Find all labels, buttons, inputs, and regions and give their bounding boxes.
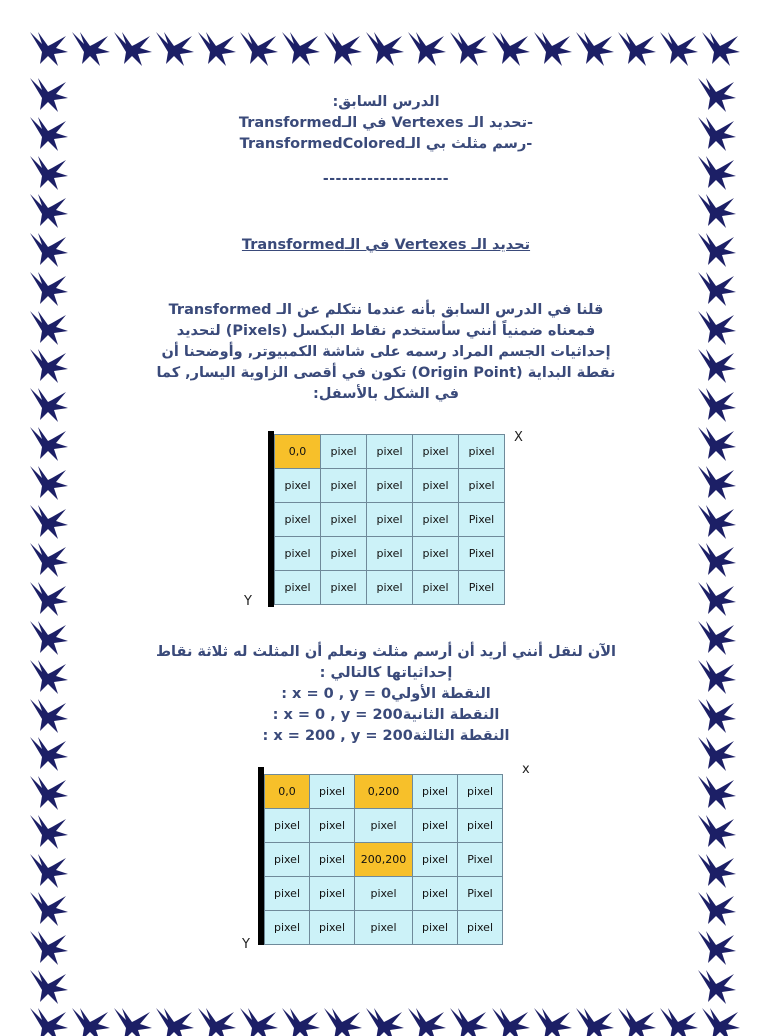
swallow-bird-icon (696, 386, 738, 424)
swallow-bird-icon (406, 1006, 448, 1036)
swallow-bird-icon (238, 30, 280, 68)
swallow-bird-icon (28, 735, 70, 773)
grid-row (265, 911, 503, 945)
y-axis-label: Y (242, 937, 250, 952)
swallow-bird-icon (28, 503, 70, 541)
grid-cell: pixel (459, 435, 505, 469)
swallow-bird-icon (70, 1006, 112, 1036)
grid-cell: Pixel (459, 571, 505, 605)
paragraph-line: نقطة البداية (Origin Point) تكون في أقصى الزاوية اليسار, كما (156, 365, 616, 381)
grid-cell-origin: 0,200 (355, 775, 413, 809)
swallow-bird-icon (696, 619, 738, 657)
swallow-bird-icon (28, 231, 70, 269)
swallow-bird-icon (658, 30, 700, 68)
swallow-bird-icon (696, 347, 738, 385)
paragraph-line: قلنا في الدرس السابق بأنه عندما نتكلم عن الـ Transformed (168, 302, 604, 318)
swallow-bird-icon (28, 929, 70, 967)
document-body (90, 92, 682, 405)
paragraph-line: الآن لنقل أنني أريد أن أرسم مثلث ونعلم أن المثلث له ثلاثة نقاط (156, 644, 616, 660)
grid-cell: pixel (458, 809, 503, 843)
pixel-grid-2 (264, 774, 503, 945)
swallow-bird-icon (28, 30, 70, 68)
swallow-bird-icon (616, 1006, 658, 1036)
swallow-bird-icon (322, 30, 364, 68)
swallow-bird-icon (696, 309, 738, 347)
grid-cell: pixel (275, 469, 321, 503)
swallow-bird-icon (154, 30, 196, 68)
swallow-bird-icon (28, 658, 70, 696)
grid-cell: pixel (413, 809, 458, 843)
swallow-bird-icon (574, 30, 616, 68)
grid-cell: pixel (367, 571, 413, 605)
previous-lesson-heading: الدرس السابق: (332, 94, 440, 110)
swallow-bird-icon (696, 270, 738, 308)
grid-cell: pixel (413, 571, 459, 605)
grid-cell: pixel (459, 469, 505, 503)
swallow-bird-icon (112, 1006, 154, 1036)
swallow-bird-icon (696, 192, 738, 230)
swallow-bird-icon (28, 386, 70, 424)
paragraph-line: إحداثيات الجسم المراد رسمه على شاشة الكمبيوتر, وأوضحنا أن (161, 344, 611, 360)
swallow-bird-icon (28, 1006, 70, 1036)
swallow-bird-icon (28, 347, 70, 385)
point-2: : x = 0 , y = 200النقطة الثانية (272, 707, 500, 723)
swallow-bird-icon (154, 1006, 196, 1036)
swallow-bird-icon (700, 30, 740, 68)
grid-cell: pixel (321, 469, 367, 503)
swallow-bird-icon (696, 154, 738, 192)
grid-cell: pixel (413, 877, 458, 911)
swallow-bird-icon (696, 464, 738, 502)
swallow-bird-icon (112, 30, 154, 68)
grid-cell: pixel (367, 537, 413, 571)
swallow-bird-icon (28, 852, 70, 890)
swallow-bird-icon (28, 697, 70, 735)
swallow-bird-icon (696, 697, 738, 735)
swallow-bird-icon (532, 30, 574, 68)
border-bottom (28, 1006, 740, 1036)
swallow-bird-icon (696, 115, 738, 153)
grid-cell: pixel (265, 877, 310, 911)
swallow-bird-icon (28, 464, 70, 502)
grid-cell: pixel (458, 775, 503, 809)
grid-cell: pixel (355, 877, 413, 911)
border-right (696, 76, 742, 1006)
grid-cell: pixel (413, 775, 458, 809)
swallow-bird-icon (28, 115, 70, 153)
grid-cell: pixel (265, 843, 310, 877)
grid-cell: pixel (310, 775, 355, 809)
grid-cell: pixel (275, 571, 321, 605)
grid-cell: pixel (413, 843, 458, 877)
grid-cell: pixel (413, 469, 459, 503)
swallow-bird-icon (700, 1006, 740, 1036)
grid-row (275, 571, 505, 605)
grid-cell: pixel (275, 503, 321, 537)
paragraph-2 (90, 642, 682, 747)
grid-cell-origin: 0,0 (265, 775, 310, 809)
swallow-bird-icon (696, 425, 738, 463)
swallow-bird-icon (696, 580, 738, 618)
swallow-bird-icon (28, 541, 70, 579)
grid-cell: Pixel (458, 843, 503, 877)
grid-cell: pixel (265, 911, 310, 945)
grid-cell: pixel (413, 911, 458, 945)
grid-row (275, 469, 505, 503)
grid-cell: pixel (367, 435, 413, 469)
grid-cell: pixel (310, 843, 355, 877)
grid-cell-origin: 200,200 (355, 843, 413, 877)
grid-cell: pixel (355, 911, 413, 945)
swallow-bird-icon (322, 1006, 364, 1036)
paragraph-line: فمعناه ضمنياً أنني سأستخدم نقاط البكسل (Pixels) لتحديد (176, 323, 596, 339)
swallow-bird-icon (490, 30, 532, 68)
swallow-bird-icon (696, 76, 738, 114)
swallow-bird-icon (658, 1006, 700, 1036)
grid-cell: pixel (321, 503, 367, 537)
grid-cell: pixel (275, 537, 321, 571)
previous-lesson-item: -رسم مثلث بي الـTransformedColored (239, 136, 533, 152)
swallow-bird-icon (696, 541, 738, 579)
grid-cell: pixel (413, 537, 459, 571)
swallow-bird-icon (364, 30, 406, 68)
swallow-bird-icon (696, 813, 738, 851)
swallow-bird-icon (238, 1006, 280, 1036)
swallow-bird-icon (448, 1006, 490, 1036)
grid-row (265, 809, 503, 843)
swallow-bird-icon (28, 813, 70, 851)
grid-cell: pixel (310, 809, 355, 843)
y-axis-label: Y (244, 594, 252, 609)
grid-cell: Pixel (458, 877, 503, 911)
grid-cell: pixel (310, 877, 355, 911)
grid-cell: pixel (321, 435, 367, 469)
grid-cell: pixel (413, 503, 459, 537)
swallow-bird-icon (28, 774, 70, 812)
grid-row (275, 537, 505, 571)
swallow-bird-icon (532, 1006, 574, 1036)
swallow-bird-icon (616, 30, 658, 68)
swallow-bird-icon (196, 1006, 238, 1036)
swallow-bird-icon (28, 619, 70, 657)
grid-row (275, 503, 505, 537)
grid-cell: pixel (321, 571, 367, 605)
swallow-bird-icon (364, 1006, 406, 1036)
grid-cell: pixel (458, 911, 503, 945)
swallow-bird-icon (28, 154, 70, 192)
x-axis-label: X (514, 430, 523, 445)
swallow-bird-icon (696, 658, 738, 696)
swallow-bird-icon (28, 309, 70, 347)
swallow-bird-icon (406, 30, 448, 68)
grid-cell: Pixel (459, 537, 505, 571)
swallow-bird-icon (28, 580, 70, 618)
grid-cell-origin: 0,0 (275, 435, 321, 469)
point-1: : x = 0 , y = 0النقطة الأولي (281, 686, 491, 702)
swallow-bird-icon (28, 192, 70, 230)
grid-cell: pixel (413, 435, 459, 469)
grid-row (265, 843, 503, 877)
swallow-bird-icon (28, 968, 70, 1006)
swallow-bird-icon (696, 890, 738, 928)
grid-cell: pixel (355, 809, 413, 843)
x-axis-label: x (522, 762, 530, 777)
grid-cell: Pixel (459, 503, 505, 537)
border-top (28, 30, 740, 70)
point-3: : x = 200 , y = 200النقطة الثالثة (262, 728, 510, 744)
border-left (28, 76, 74, 1006)
swallow-bird-icon (28, 76, 70, 114)
grid-cell: pixel (265, 809, 310, 843)
paragraph-line: في الشكل بالأسفل: (313, 386, 459, 402)
grid-cell: pixel (310, 911, 355, 945)
swallow-bird-icon (448, 30, 490, 68)
swallow-bird-icon (696, 929, 738, 967)
previous-lesson-item: -تحديد الـ Vertexes في الـTransformed (238, 115, 534, 131)
swallow-bird-icon (196, 30, 238, 68)
separator: -------------------- (322, 171, 450, 187)
grid-cell: pixel (367, 503, 413, 537)
grid-cell: pixel (321, 537, 367, 571)
paragraph-1 (90, 300, 682, 405)
paragraph-line: إحداثياتها كالتالي : (319, 665, 453, 681)
swallow-bird-icon (490, 1006, 532, 1036)
swallow-bird-icon (696, 735, 738, 773)
grid-row (275, 435, 505, 469)
swallow-bird-icon (28, 425, 70, 463)
swallow-bird-icon (280, 1006, 322, 1036)
grid-cell: pixel (367, 469, 413, 503)
swallow-bird-icon (280, 30, 322, 68)
swallow-bird-icon (696, 231, 738, 269)
section-title: تحديد الـ Vertexes في الـTransformed (241, 237, 531, 253)
swallow-bird-icon (696, 852, 738, 890)
grid-row (265, 775, 503, 809)
swallow-bird-icon (574, 1006, 616, 1036)
swallow-bird-icon (696, 968, 738, 1006)
swallow-bird-icon (696, 774, 738, 812)
swallow-bird-icon (28, 270, 70, 308)
pixel-grid-1 (274, 434, 505, 605)
grid-row (265, 877, 503, 911)
swallow-bird-icon (28, 890, 70, 928)
swallow-bird-icon (70, 30, 112, 68)
swallow-bird-icon (696, 503, 738, 541)
